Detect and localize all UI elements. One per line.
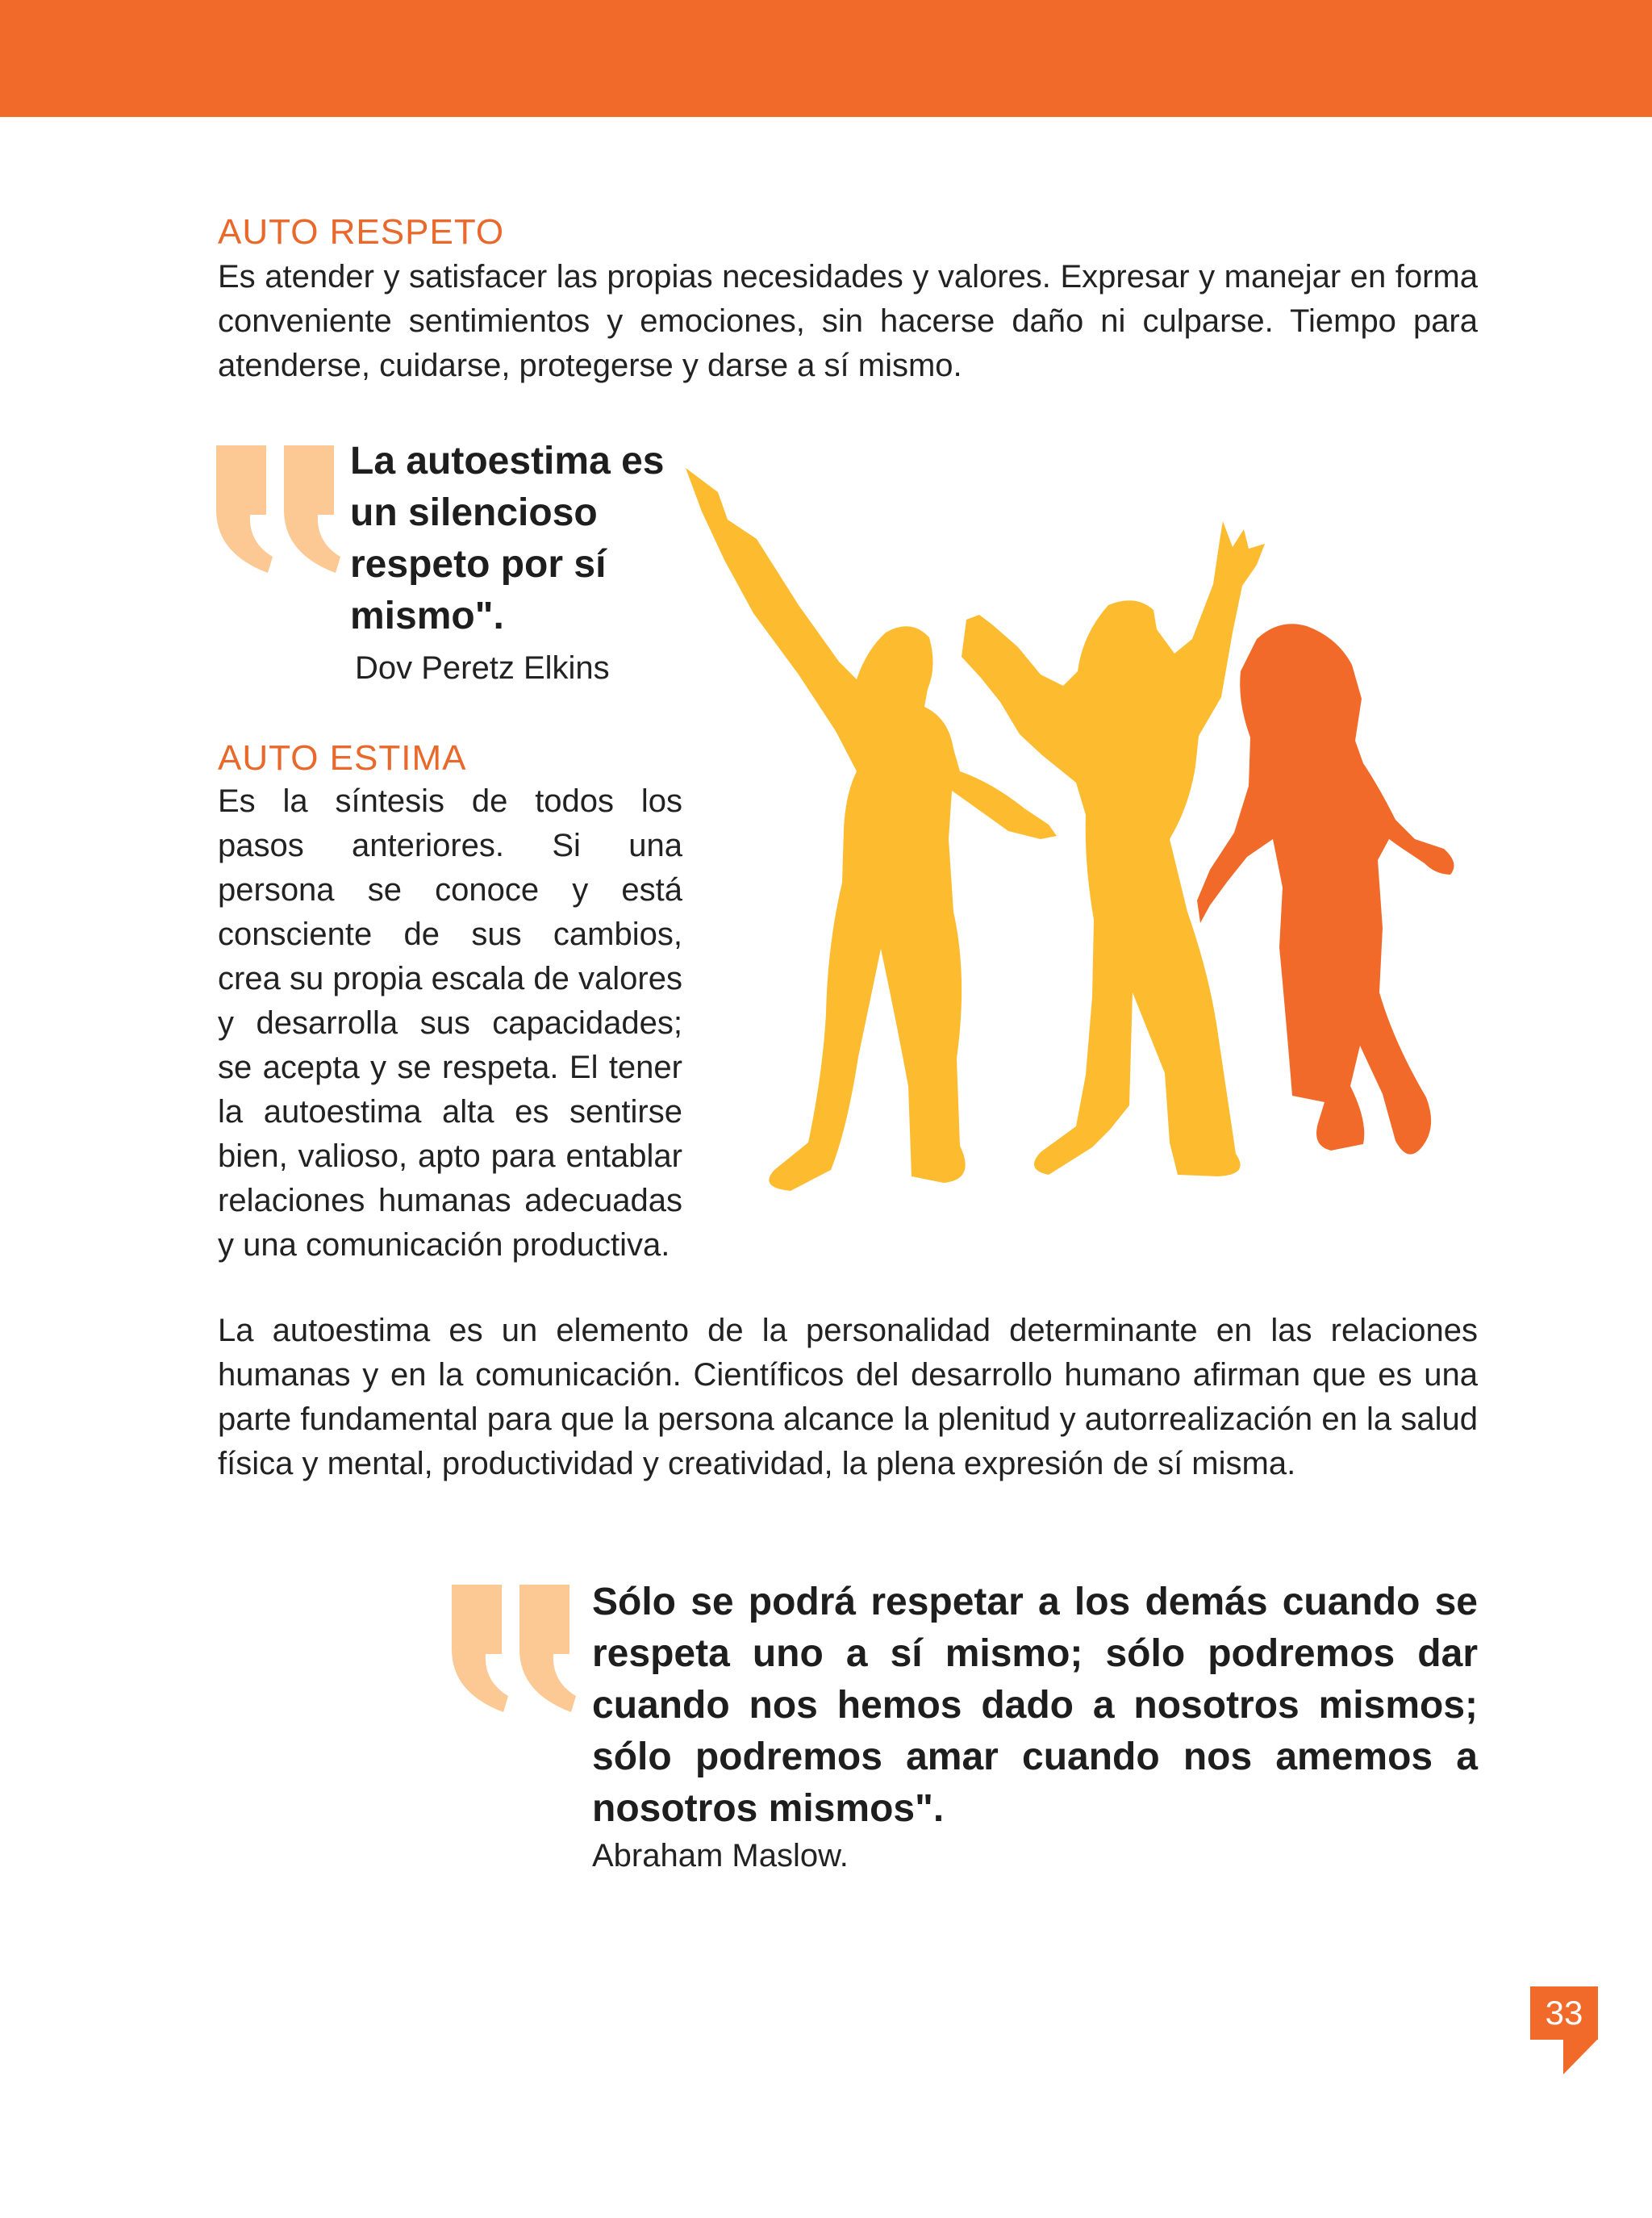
- quote-1-author: Dov Peretz Elkins: [355, 650, 610, 686]
- auto-estima-heading: AUTO ESTIMA: [218, 738, 467, 778]
- silhouette-woman-dancing: [1197, 624, 1454, 1154]
- quote-2-text: Sólo se podrá respetar a los demás cuando se respeta uno a sí mismo; sólo podremos dar cuando nos hemos dado a nosotros mismos; sólo podremos amar cuando nos amemos a nosotros mismos".: [592, 1581, 1478, 1830]
- dancing-people-illustration: [670, 460, 1492, 1267]
- quote-1-text: La autoestima es un silencioso respeto por sí mismo".: [350, 440, 665, 637]
- page-number: 33: [1530, 1986, 1598, 2040]
- quote-2-author: Abraham Maslow.: [592, 1838, 849, 1873]
- silhouette-woman-pointing: [686, 468, 1057, 1191]
- auto-respeto-text: Es atender y satisfacer las propias necesidades y valores. Expresar y manejar en forma conveniente sentimientos y emociones, sin hacerse daño ni culparse. Tiempo para atenderse, cuidarse, protegerse y darse a sí mismo.: [218, 259, 1478, 383]
- page-number-tail: [1563, 2039, 1598, 2074]
- silhouette-man-waving: [962, 521, 1265, 1176]
- top-banner: [0, 0, 1652, 117]
- opening-quote-icon: [216, 445, 345, 573]
- auto-respeto-heading: AUTO RESPETO: [218, 212, 505, 252]
- main-paragraph: La autoestima es un elemento de la personalidad determinante en las relaciones humanas y en la comunicación. Científicos del desarrollo humano afirman que es una parte fundamental para que la persona alcance la plenitud y autorrealización en la salud física y mental, productividad y creatividad, la plena expresión de sí misma.: [218, 1313, 1478, 1481]
- opening-quote-icon: [452, 1585, 581, 1712]
- auto-estima-text: Es la síntesis de todos los pasos anteriores. Si una persona se conoce y está consciente de sus cambios, crea su propia escala de valores y desarrolla sus capacidades; se acepta y se respeta. El tener la autoestima alta es sentirse bien, valioso, apto para entablar relaciones humanas adecuadas y una comunicación productiva.: [218, 783, 682, 1263]
